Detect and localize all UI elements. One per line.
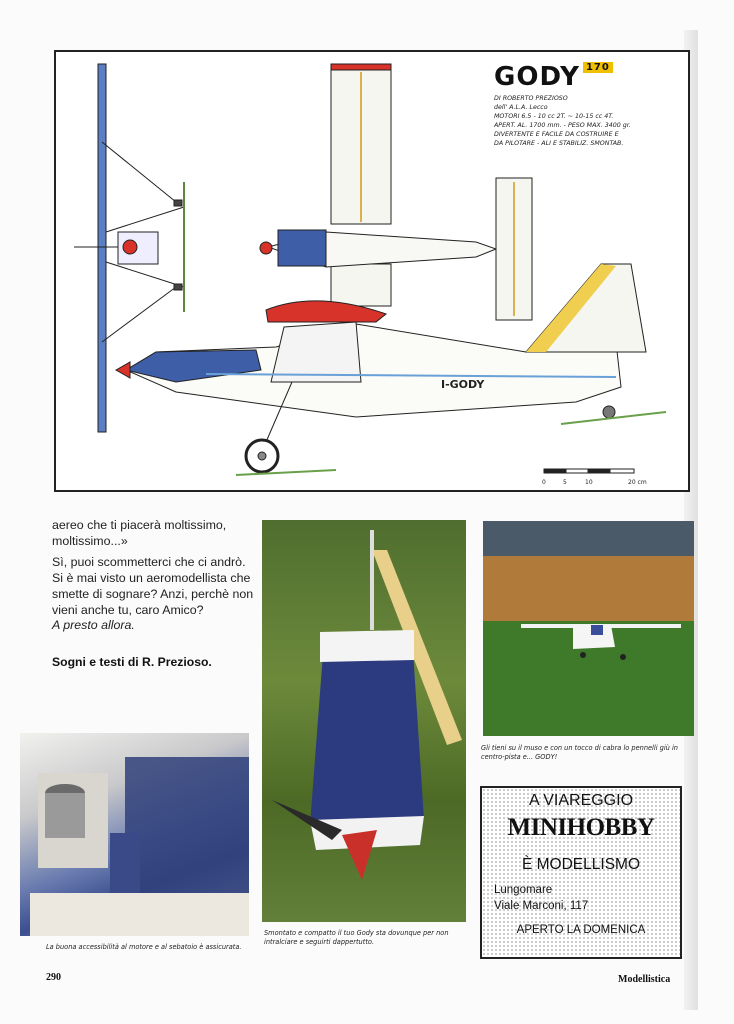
spec-line: DA PILOTARE - ALI E STABILIZ. SMONTAB.	[494, 140, 624, 147]
article-paragraph: Sì, puoi scommetterci che ci andrò. Si è mai visto un aeromodellista che smette di sognare? Anzi, perchè non vieni anche tu, caro Amico?	[52, 555, 254, 617]
scale-label-20: 20 cm	[628, 479, 647, 486]
scale-label-0: 0	[542, 479, 546, 486]
page-number: 290	[46, 972, 61, 983]
ad-address-line1: Lungomare	[494, 884, 553, 896]
engine-photo-image	[20, 733, 249, 936]
plan-spec-lines	[494, 94, 684, 148]
ad-location: A VIAREGGIO	[528, 792, 634, 809]
spec-line: DI ROBERTO PREZIOSO	[494, 95, 568, 102]
field-landing-photo	[483, 521, 694, 736]
brand-name: GODY	[494, 62, 580, 92]
spec-line: DIVERTENTE E FACILE DA COSTRUIRE E	[494, 131, 619, 138]
top-view	[260, 64, 532, 320]
ad-opening-hours: APERTO LA DOMENICA	[516, 924, 646, 936]
minihobby-advertisement	[480, 786, 682, 959]
ad-tagline: È MODELLISMO	[522, 856, 640, 873]
dismantled-gody-image	[262, 520, 466, 922]
ad-address-line2: Viale Marconi, 117	[494, 900, 589, 912]
plan-title-block	[494, 62, 684, 148]
dismantled-gody-photo	[262, 520, 466, 922]
article-paragraph: aereo che ti piacerà moltissimo, moltissimo...»	[52, 518, 227, 548]
field-landing-caption: Gli tieni su il muso e con un tocco di cabra lo pennelli giù in centro-pista e... GODY!	[481, 744, 678, 761]
aircraft-registration: I-GODY	[441, 378, 485, 391]
article-closing: A presto allora.	[52, 618, 135, 633]
article-credit: Sogni e testi di R. Prezioso.	[52, 655, 212, 669]
ad-brand: MINIHOBBY	[507, 814, 655, 841]
scale-label-5: 5	[563, 479, 567, 486]
magazine-name: Modellistica	[618, 974, 671, 985]
model-number-badge: 170	[583, 62, 613, 73]
dismantled-gody-caption: Smontato e compatto il tuo Gody sta dovunque per non intralciare e seguirti dappertutto.	[264, 929, 449, 946]
spec-line: MOTORI 6.5 - 10 cc 2T. ~ 10-15 cc 4T.	[494, 113, 614, 120]
engine-photo-caption: La buona accessibilità al motore e al sebatoio è assicurata.	[46, 943, 242, 951]
spec-line: APERT. AL. 1700 mm. - PESO MAX. 3400 gr.	[494, 122, 631, 129]
scale-bar	[542, 469, 647, 486]
engine-photo	[20, 733, 249, 936]
scale-label-10: 10	[585, 479, 593, 486]
field-landing-image	[483, 521, 694, 736]
spec-line: dell' A.L.A. Lecco	[494, 104, 548, 111]
article-text	[52, 518, 256, 640]
plan-brand-title	[494, 62, 684, 92]
